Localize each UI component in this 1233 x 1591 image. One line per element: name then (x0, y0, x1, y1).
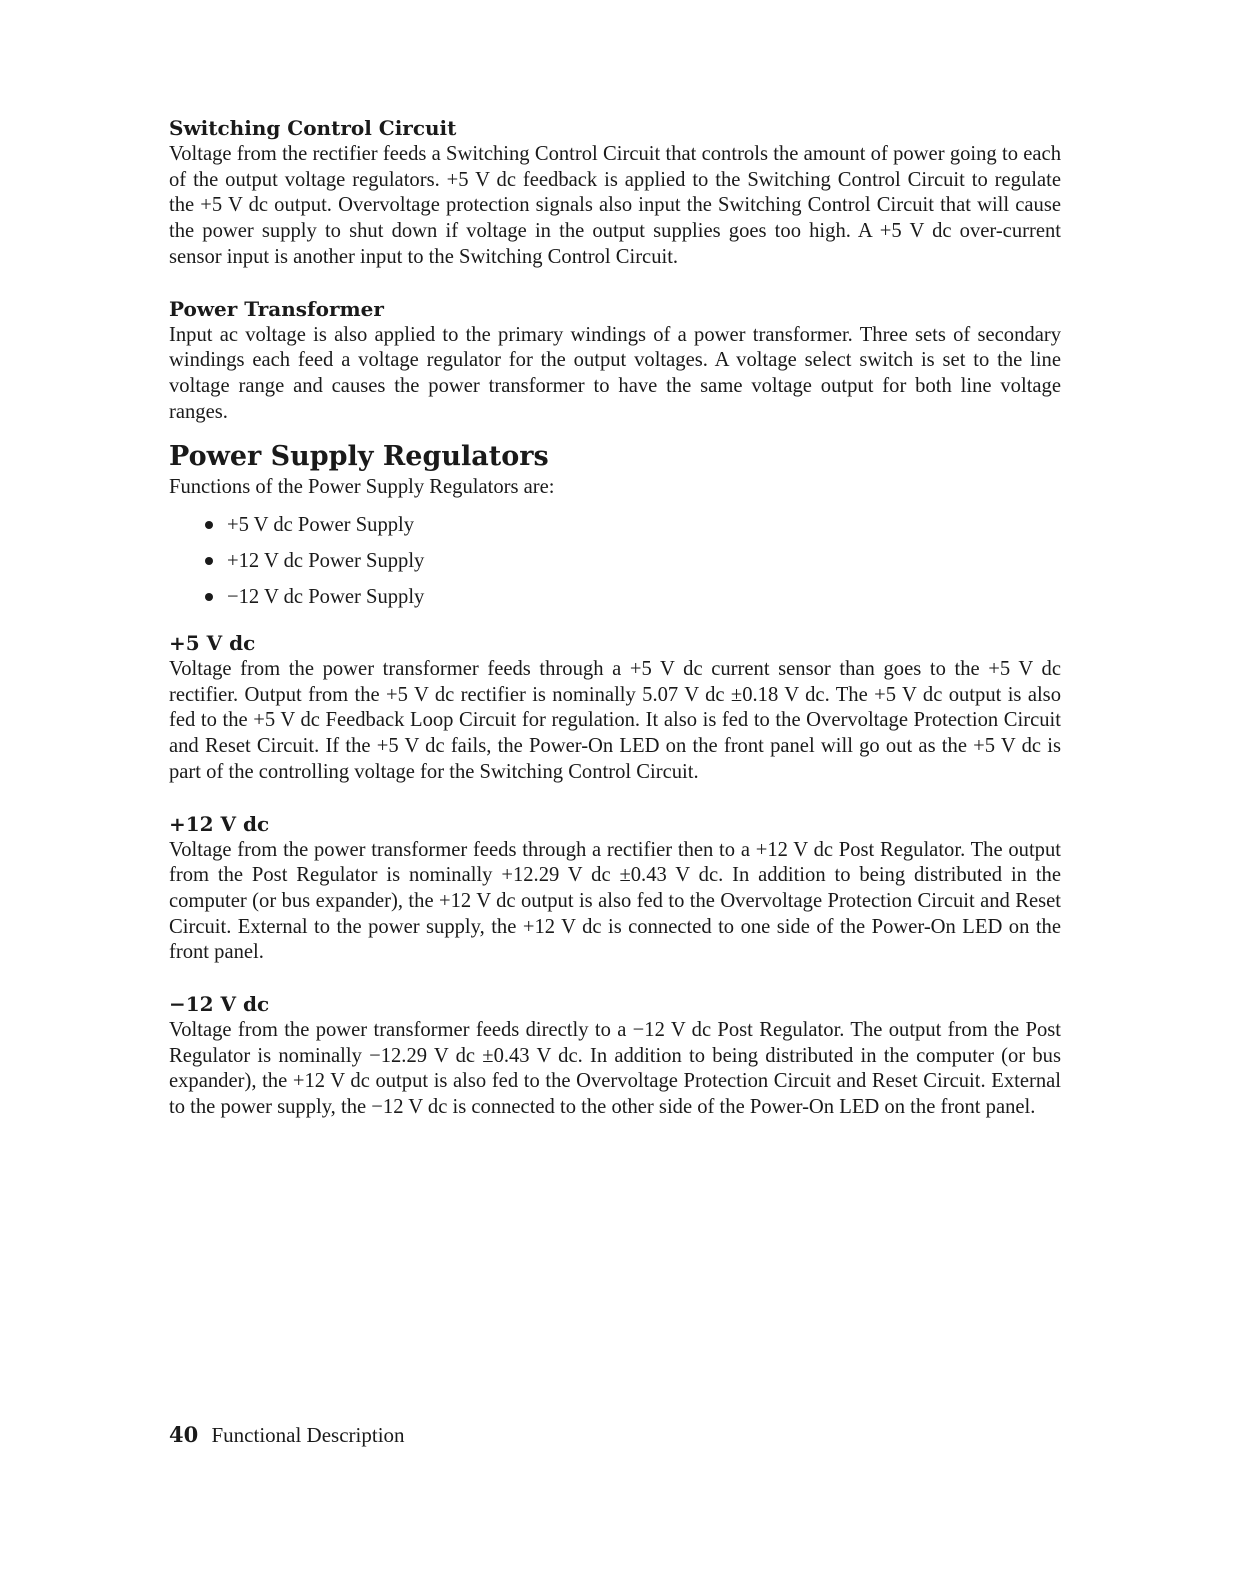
spacer (169, 966, 1061, 990)
switching-heading: Switching Control Circuit (169, 116, 457, 140)
plus5-heading: +5 V dc (169, 631, 256, 656)
minus12-body: Voltage from the power transformer feeds directly to a −12 V dc Post Regulator. The output from the Post Regulator is nominally −12.29 V dc ±0.43 V dc. In addition to being distributed in the computer (or bus expander), the +12 V dc output is also fed to the Overvoltage Protection Circuit and Reset Circuit. External to the power supply, the −12 V dc is connected to the other side of the Power-On LED on the front panel. (169, 1019, 1061, 1119)
regulators-heading: Power Supply Regulators (169, 441, 549, 473)
list-item (205, 507, 1061, 543)
list-item (205, 543, 1061, 579)
page-footer (169, 1421, 405, 1449)
spacer (169, 271, 1061, 295)
bullet-icon (205, 593, 213, 601)
footer-title: Functional Description (211, 1423, 405, 1447)
plus12-heading: +12 V dc (169, 811, 270, 836)
list-item-label: +12 V dc Power Supply (227, 550, 425, 573)
minus12-heading: −12 V dc (169, 992, 270, 1017)
transformer-body: Input ac voltage is also applied to the primary windings of a power transformer. Three sets of secondary windings each feed a voltage regulator for the output voltages. A voltage select switch is set to the line voltage range and causes the power transformer to have the same voltage output for both line voltage ranges. (169, 323, 1061, 423)
plus12-body: Voltage from the power transformer feeds through a rectifier then to a +12 V dc Post Regulator. The output from the Post Regulator is nominally +12.29 V dc ±0.43 V dc. In addition to being distributed in the computer (or bus expander), the +12 V dc output is also fed to the Overvoltage Protection Circuit and Reset Circuit. External to the power supply, the +12 V dc is connected to one side of the Power-On LED on the front panel. (169, 838, 1061, 964)
page-content (169, 114, 1061, 1121)
list-item (205, 579, 1061, 615)
page-number: 40 (169, 1422, 199, 1447)
regulators-list (169, 507, 1061, 615)
list-item-label: +5 V dc Power Supply (227, 514, 415, 537)
switching-body: Voltage from the rectifier feeds a Switching Control Circuit that controls the amount of power going to each of the output voltage regulators. +5 V dc feedback is applied to the Switching Control Circuit to regulate the +5 V dc output. Overvoltage protection signals also input the Switching Control Circuit that will cause the power supply to shut down if voltage in the output supplies goes too high. A +5 V dc over-current sensor input is another input to the Switching Control Circuit. (169, 143, 1061, 268)
transformer-heading: Power Transformer (169, 296, 384, 321)
regulators-intro: Functions of the Power Supply Regulators are: (169, 476, 555, 499)
spacer (169, 786, 1061, 810)
bullet-icon (205, 521, 213, 529)
list-item-label: −12 V dc Power Supply (227, 586, 425, 609)
plus5-body: Voltage from the power transformer feeds through a +5 V dc current sensor than goes to the +5 V dc rectifier. Output from the +5 V dc rectifier is nominally 5.07 V dc ±0.18 V dc. The +5 V dc output is also fed to the +5 V dc Feedback Loop Circuit for regulation. It also is fed to the Overvoltage Protection Circuit and Reset Circuit. If the +5 V dc fails, the Power-On LED on the front panel will go out as the +5 V dc is part of the controlling voltage for the Switching Control Circuit. (169, 658, 1061, 783)
bullet-icon (205, 557, 213, 565)
spacer (169, 615, 1061, 629)
